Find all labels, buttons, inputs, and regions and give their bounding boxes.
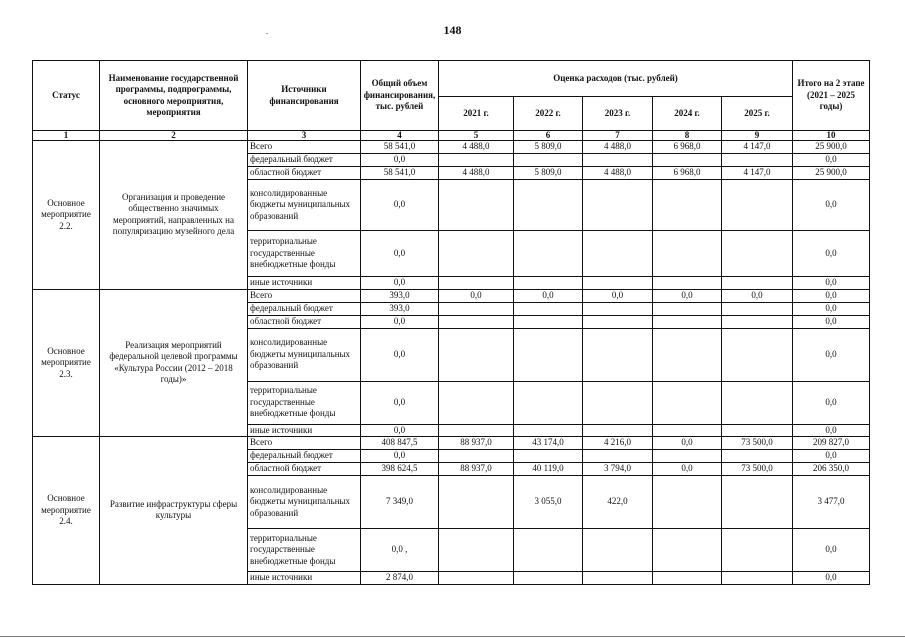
stage-total-cell: 0,0 xyxy=(793,277,870,290)
year-value-cell: 4 147,0 xyxy=(722,167,793,180)
column-number: 10 xyxy=(793,131,870,141)
year-value-cell: 0,0 xyxy=(722,289,793,302)
year-value-cell: 422,0 xyxy=(583,476,653,529)
year-value-cell xyxy=(583,180,653,231)
year-value-cell: 88 937,0 xyxy=(439,463,514,476)
total-cell: 398 624,5 xyxy=(361,463,439,476)
year-value-cell: 73 500,0 xyxy=(722,463,793,476)
source-cell: территориальные государственные внебюджетные фонды xyxy=(248,529,361,572)
year-value-cell xyxy=(439,476,514,529)
year-value-cell: 4 488,0 xyxy=(439,167,514,180)
stage-total-cell: 206 350,0 xyxy=(793,463,870,476)
source-cell: иные источники xyxy=(248,424,361,437)
page-bottom-edge xyxy=(0,636,905,637)
year-value-cell xyxy=(722,315,793,328)
year-value-cell xyxy=(514,328,583,381)
stage-total-cell: 0,0 xyxy=(793,315,870,328)
table-row xyxy=(33,289,870,302)
activity-name-cell: Развитие инфраструктуры сферы культуры xyxy=(100,437,248,585)
year-value-cell: 0,0 xyxy=(439,289,514,302)
total-cell: 408 847,5 xyxy=(361,437,439,450)
year-value-cell: 4 216,0 xyxy=(583,437,653,450)
year-value-cell: 0,0 xyxy=(583,289,653,302)
year-value-cell xyxy=(439,180,514,231)
year-value-cell xyxy=(514,277,583,290)
year-value-cell xyxy=(514,572,583,585)
stage-total-cell: 0,0 xyxy=(793,302,870,315)
year-value-cell: 3 794,0 xyxy=(583,463,653,476)
year-value-cell xyxy=(439,450,514,463)
column-number: 2 xyxy=(100,131,248,141)
total-cell: 0,0 xyxy=(361,154,439,167)
stage-total-cell: 0,0 xyxy=(793,154,870,167)
total-cell: 0,0 , xyxy=(361,529,439,572)
year-value-cell xyxy=(653,572,722,585)
total-cell: 0,0 xyxy=(361,180,439,231)
header-status: Статус xyxy=(33,61,100,131)
year-value-cell: 4 488,0 xyxy=(583,141,653,154)
total-cell: 0,0 xyxy=(361,277,439,290)
stage-total-cell: 0,0 xyxy=(793,529,870,572)
column-number: 9 xyxy=(722,131,793,141)
year-value-cell xyxy=(653,315,722,328)
year-value-cell: 4 488,0 xyxy=(583,167,653,180)
table-row xyxy=(33,141,870,154)
column-number: 3 xyxy=(248,131,361,141)
source-cell: территориальные государственные внебюджетные фонды xyxy=(248,231,361,277)
source-cell: федеральный бюджет xyxy=(248,302,361,315)
header-year: 2023 г. xyxy=(583,97,653,131)
source-cell: консолидированные бюджеты муниципальных образований xyxy=(248,476,361,529)
stage-total-cell: 0,0 xyxy=(793,180,870,231)
header-estimate: Оценка расходов (тыс. рублей) xyxy=(439,61,793,97)
header-total: Общий объем финансирования, тыс. рублей xyxy=(361,61,439,131)
year-value-cell xyxy=(514,154,583,167)
total-cell: 58 541,0 xyxy=(361,141,439,154)
header-name: Наименование государственной программы, подпрограммы, основного мероприятия, мероприятия xyxy=(100,61,248,131)
total-cell: 7 349,0 xyxy=(361,476,439,529)
year-value-cell: 4 488,0 xyxy=(439,141,514,154)
source-cell: федеральный бюджет xyxy=(248,154,361,167)
year-value-cell xyxy=(653,529,722,572)
total-cell: 0,0 xyxy=(361,381,439,424)
column-number: 7 xyxy=(583,131,653,141)
column-number: 5 xyxy=(439,131,514,141)
year-value-cell: 43 174,0 xyxy=(514,437,583,450)
year-value-cell xyxy=(583,277,653,290)
year-value-cell xyxy=(722,328,793,381)
year-value-cell: 0,0 xyxy=(653,463,722,476)
year-value-cell xyxy=(722,381,793,424)
total-cell: 0,0 xyxy=(361,450,439,463)
source-cell: иные источники xyxy=(248,277,361,290)
total-cell: 58 541,0 xyxy=(361,167,439,180)
stage-total-cell: 0,0 xyxy=(793,424,870,437)
header-stage-total: Итого на 2 этапе (2021 – 2025 годы) xyxy=(793,61,870,131)
source-cell: консолидированные бюджеты муниципальных образований xyxy=(248,180,361,231)
year-value-cell xyxy=(583,529,653,572)
year-value-cell xyxy=(514,302,583,315)
year-value-cell: 0,0 xyxy=(514,289,583,302)
year-value-cell: 40 119,0 xyxy=(514,463,583,476)
column-number: 1 xyxy=(33,131,100,141)
activity-name-cell: Реализация мероприятий федеральной целевой программы «Культура России (2012 – 2018 годы)» xyxy=(100,289,248,437)
year-value-cell xyxy=(439,529,514,572)
header-year: 2024 г. xyxy=(653,97,722,131)
page-number: 148 xyxy=(443,23,462,37)
year-value-cell xyxy=(439,315,514,328)
status-cell: Основное мероприятие 2.2. xyxy=(33,141,100,290)
total-cell: 0,0 xyxy=(361,315,439,328)
year-value-cell xyxy=(439,381,514,424)
year-value-cell: 3 055,0 xyxy=(514,476,583,529)
year-value-cell xyxy=(722,277,793,290)
year-value-cell xyxy=(439,328,514,381)
stage-total-cell: 25 900,0 xyxy=(793,167,870,180)
status-cell: Основное мероприятие 2.4. xyxy=(33,437,100,585)
year-value-cell: 6 968,0 xyxy=(653,141,722,154)
status-cell: Основное мероприятие 2.3. xyxy=(33,289,100,437)
stage-total-cell: 0,0 xyxy=(793,572,870,585)
scan-speck xyxy=(266,33,268,34)
year-value-cell xyxy=(439,277,514,290)
financing-table xyxy=(32,60,870,585)
year-value-cell xyxy=(722,529,793,572)
source-cell: Всего xyxy=(248,437,361,450)
total-cell: 393,0 xyxy=(361,302,439,315)
year-value-cell xyxy=(514,180,583,231)
total-cell: 0,0 xyxy=(361,231,439,277)
stage-total-cell: 25 900,0 xyxy=(793,141,870,154)
year-value-cell xyxy=(722,476,793,529)
source-cell: федеральный бюджет xyxy=(248,450,361,463)
year-value-cell xyxy=(722,180,793,231)
year-value-cell xyxy=(722,424,793,437)
year-value-cell xyxy=(439,231,514,277)
year-value-cell xyxy=(653,328,722,381)
total-cell: 2 874,0 xyxy=(361,572,439,585)
column-number: 8 xyxy=(653,131,722,141)
stage-total-cell: 209 827,0 xyxy=(793,437,870,450)
year-value-cell xyxy=(439,302,514,315)
total-cell: 0,0 xyxy=(361,424,439,437)
stage-total-cell: 3 477,0 xyxy=(793,476,870,529)
year-value-cell xyxy=(653,154,722,167)
year-value-cell xyxy=(653,231,722,277)
year-value-cell xyxy=(722,302,793,315)
year-value-cell xyxy=(583,231,653,277)
column-number: 6 xyxy=(514,131,583,141)
year-value-cell: 4 147,0 xyxy=(722,141,793,154)
source-cell: областной бюджет xyxy=(248,315,361,328)
year-value-cell xyxy=(722,154,793,167)
year-value-cell xyxy=(439,572,514,585)
year-value-cell xyxy=(583,302,653,315)
table-row xyxy=(33,437,870,450)
year-value-cell xyxy=(514,529,583,572)
source-cell: областной бюджет xyxy=(248,463,361,476)
year-value-cell xyxy=(583,315,653,328)
source-cell: Всего xyxy=(248,289,361,302)
source-cell: областной бюджет xyxy=(248,167,361,180)
year-value-cell xyxy=(439,154,514,167)
year-value-cell xyxy=(583,450,653,463)
year-value-cell xyxy=(653,381,722,424)
year-value-cell: 0,0 xyxy=(653,289,722,302)
year-value-cell xyxy=(583,154,653,167)
year-value-cell: 5 809,0 xyxy=(514,167,583,180)
year-value-cell xyxy=(514,231,583,277)
stage-total-cell: 0,0 xyxy=(793,381,870,424)
year-value-cell: 88 937,0 xyxy=(439,437,514,450)
source-cell: территориальные государственные внебюджетные фонды xyxy=(248,381,361,424)
year-value-cell: 0,0 xyxy=(653,437,722,450)
year-value-cell xyxy=(653,180,722,231)
source-cell: Всего xyxy=(248,141,361,154)
year-value-cell xyxy=(722,231,793,277)
total-cell: 393,0 xyxy=(361,289,439,302)
year-value-cell xyxy=(653,277,722,290)
header-year: 2022 г. xyxy=(514,97,583,131)
year-value-cell xyxy=(653,302,722,315)
source-cell: иные источники xyxy=(248,572,361,585)
year-value-cell xyxy=(653,450,722,463)
stage-total-cell: 0,0 xyxy=(793,289,870,302)
year-value-cell xyxy=(722,572,793,585)
stage-total-cell: 0,0 xyxy=(793,450,870,463)
table-body xyxy=(33,141,870,585)
header-year: 2025 г. xyxy=(722,97,793,131)
year-value-cell xyxy=(722,450,793,463)
header-source: Источники финансирования xyxy=(248,61,361,131)
year-value-cell xyxy=(583,381,653,424)
year-value-cell xyxy=(653,424,722,437)
year-value-cell xyxy=(653,476,722,529)
year-value-cell: 73 500,0 xyxy=(722,437,793,450)
year-value-cell xyxy=(514,315,583,328)
activity-name-cell: Организация и проведение общественно значимых мероприятий, направленных на популяризацию музейного дела xyxy=(100,141,248,290)
year-value-cell: 5 809,0 xyxy=(514,141,583,154)
total-cell: 0,0 xyxy=(361,328,439,381)
year-value-cell xyxy=(583,572,653,585)
year-value-cell xyxy=(583,328,653,381)
year-value-cell xyxy=(514,381,583,424)
year-value-cell xyxy=(583,424,653,437)
header-year: 2021 г. xyxy=(439,97,514,131)
year-value-cell xyxy=(514,424,583,437)
year-value-cell: 6 968,0 xyxy=(653,167,722,180)
year-value-cell xyxy=(439,424,514,437)
source-cell: консолидированные бюджеты муниципальных образований xyxy=(248,328,361,381)
column-number: 4 xyxy=(361,131,439,141)
stage-total-cell: 0,0 xyxy=(793,231,870,277)
year-value-cell xyxy=(514,450,583,463)
stage-total-cell: 0,0 xyxy=(793,328,870,381)
